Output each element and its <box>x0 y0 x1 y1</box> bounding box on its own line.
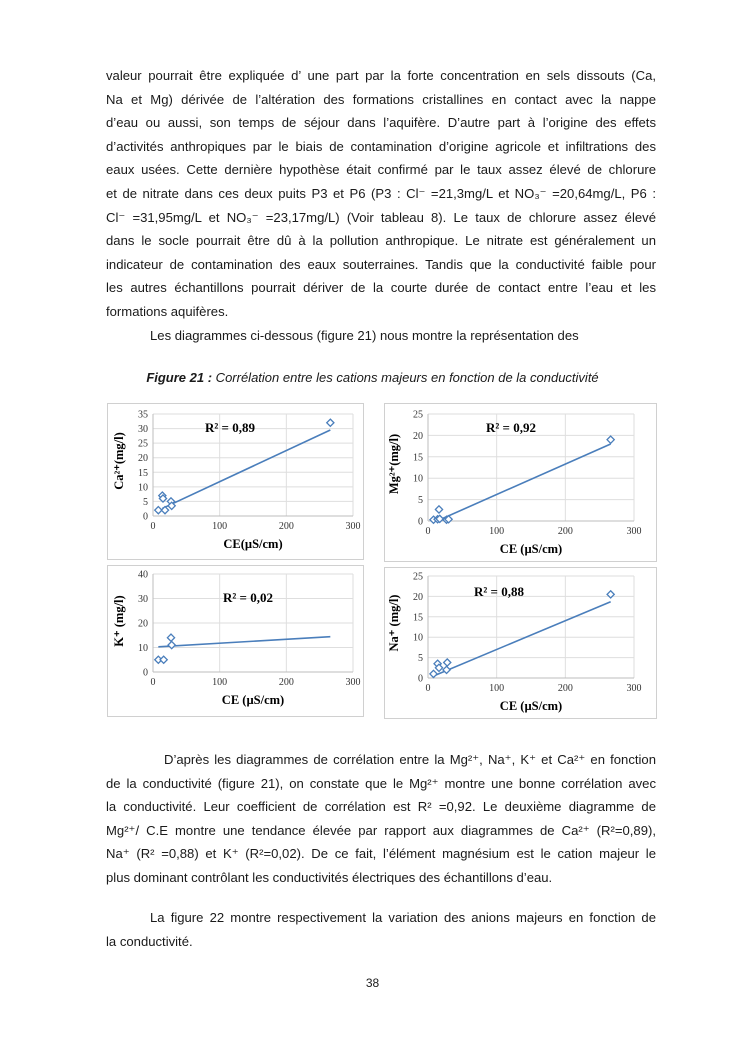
y-tick-label: 15 <box>138 467 148 479</box>
p2-line: la conductivité. Leur coefficient de corrélation est R² =0,92. Le deuxième diagramme de <box>106 799 656 815</box>
y-tick-label: 35 <box>138 409 148 421</box>
x-tick-label: 200 <box>557 526 573 537</box>
trendline <box>433 602 610 676</box>
trendline <box>437 444 611 521</box>
y-tick-label: 10 <box>413 473 423 485</box>
y-tick-label: 5 <box>418 653 423 665</box>
x-tick-label: 300 <box>626 683 642 694</box>
y-tick-label: 20 <box>138 453 148 465</box>
y-tick-label: 15 <box>413 452 423 464</box>
p1-line: d’activités anthropiques par le biais de contamination d’origine agricole et infiltrations des <box>106 138 656 154</box>
p2-line: de la conductivité (figure 21), on constate que le Mg²⁺ montre une bonne corrélation avec <box>106 775 656 791</box>
x-tick-label: 300 <box>345 677 361 688</box>
p1-line: Cl⁻ =31,95mg/L et NO₃⁻ =23,17mg/L) (Voir tableau 8). Le taux de chlorure assez élevé <box>106 209 656 225</box>
p1-line: et de nitrate dans ces deux puits P3 et P6 (P3 : Cl⁻ =21,3mg/L et NO₃⁻ =20,64mg/L, P6 : <box>106 185 656 201</box>
chart-k <box>107 565 364 717</box>
y-tick-label: 25 <box>413 409 423 421</box>
p2-line: Mg²⁺/ C.E montre une tendance élevée par rapport aux diagrammes de Ca²⁺ (R²=0,89), <box>106 822 656 838</box>
y-axis-label: Na⁺ (mg/l) <box>387 594 401 652</box>
p1-line: d’eau ou aussi, son temps de séjour dans l’aquifère. D’autre part à l’origine des effets <box>106 115 656 131</box>
data-point <box>160 656 167 663</box>
y-tick-label: 0 <box>418 673 423 685</box>
y-axis-label: Mg²⁺(mg/l) <box>387 433 401 495</box>
trendline <box>162 430 330 508</box>
data-point <box>444 659 451 666</box>
y-tick-label: 0 <box>143 511 148 523</box>
chart-mg-svg <box>385 404 656 561</box>
y-tick-label: 20 <box>138 618 148 630</box>
y-tick-label: 15 <box>413 612 423 624</box>
p1-line: valeur pourrait être expliquée d’ une part par la forte concentration en sels dissouts (Ca, <box>106 68 656 83</box>
x-axis-label: CE (µS/cm) <box>499 699 563 713</box>
x-tick-label: 200 <box>278 521 294 532</box>
p2-line: Na⁺ (R² =0,88) et K⁺ (R²=0,02). De ce fait, l’élément magnésium est le cation majeur le <box>106 846 656 862</box>
y-tick-label: 10 <box>138 482 148 494</box>
x-tick-label: 300 <box>626 526 642 537</box>
chart-k-svg <box>108 566 363 716</box>
p1-line: formations aquifères. <box>106 303 229 319</box>
page-number: 38 <box>365 976 380 990</box>
x-tick-label: 0 <box>150 521 156 532</box>
p1-line: Na et Mg) dérivée de l’altération des formations cristallines en contact avec la nappe <box>106 91 656 107</box>
paragraph-3 <box>106 906 656 953</box>
y-axis-label: K⁺ (mg/l) <box>112 595 126 647</box>
r2-label: R² = 0,92 <box>486 420 536 435</box>
x-tick-label: 300 <box>345 521 361 532</box>
data-point <box>435 506 442 513</box>
x-tick-label: 100 <box>212 521 228 532</box>
chart-mg <box>384 403 657 562</box>
trendline <box>158 637 330 647</box>
x-axis-label: CE(µS/cm) <box>223 537 283 551</box>
p1-line: indicateur de contamination des eaux souterraines. Tandis que la conductivité faible pour <box>106 256 656 272</box>
r2-label: R² = 0,89 <box>205 420 255 435</box>
figure-caption <box>0 370 745 385</box>
x-tick-label: 200 <box>278 677 294 688</box>
x-tick-label: 0 <box>150 677 156 688</box>
y-tick-label: 20 <box>413 430 423 442</box>
p3-line: la conductivité. <box>106 933 193 949</box>
y-tick-label: 25 <box>138 438 148 450</box>
paragraph-1 <box>106 64 656 347</box>
y-axis-label: Ca²⁺(mg/l) <box>112 432 126 490</box>
chart-ca-svg <box>108 404 363 559</box>
y-tick-label: 5 <box>143 496 148 508</box>
chart-na-svg <box>385 568 656 718</box>
x-tick-label: 100 <box>489 683 505 694</box>
y-tick-label: 30 <box>138 594 148 605</box>
y-tick-label: 10 <box>138 643 148 654</box>
chart-na <box>384 567 657 719</box>
figure-label: Figure 21 : <box>146 370 213 385</box>
chart-ca <box>107 403 364 560</box>
x-tick-label: 0 <box>425 683 431 694</box>
x-tick-label: 100 <box>212 677 228 688</box>
figure-caption-text: Corrélation entre les cations majeurs en fonction de la conductivité <box>212 370 599 385</box>
y-tick-label: 25 <box>413 571 423 583</box>
y-tick-label: 0 <box>418 516 423 528</box>
y-tick-label: 20 <box>413 591 423 603</box>
x-tick-label: 200 <box>557 683 573 694</box>
r2-label: R² = 0,02 <box>223 590 273 605</box>
data-point <box>607 436 614 443</box>
paragraph-2 <box>106 748 656 890</box>
data-point <box>167 634 174 641</box>
y-tick-label: 0 <box>143 667 148 679</box>
y-tick-label: 30 <box>138 424 148 436</box>
p1-line: eaux usées. Cette dernière hypothèse était confirmé par le taux assez élevé de chlorure <box>106 162 656 178</box>
x-tick-label: 0 <box>425 526 431 537</box>
p2-line: D’après les diagrammes de corrélation entre la Mg²⁺, Na⁺, K⁺ et Ca²⁺ en fonction <box>164 752 656 767</box>
y-tick-label: 5 <box>418 495 423 507</box>
y-tick-label: 40 <box>138 569 148 581</box>
p1-line: les autres échantillons pourrait dériver de la courte durée de contact entre l’eau et les <box>106 280 656 296</box>
x-tick-label: 100 <box>489 526 505 537</box>
data-point <box>430 670 437 677</box>
p1-line: dans le socle pourrait être dû à la pollution anthropique. Le nitrate est généralement un <box>106 233 656 249</box>
p1-last-line: Les diagrammes ci-dessous (figure 21) nous montre la représentation des <box>150 327 579 343</box>
y-tick-label: 10 <box>413 632 423 644</box>
r2-label: R² = 0,88 <box>474 584 524 599</box>
data-point <box>327 419 334 426</box>
x-axis-label: CE (µS/cm) <box>221 693 285 707</box>
x-axis-label: CE (µS/cm) <box>499 542 563 556</box>
p3-line: La figure 22 montre respectivement la variation des anions majeurs en fonction de <box>150 910 656 925</box>
p2-line: plus dominant contrôlant les conductivités électriques des échantillons d’eau. <box>106 869 553 885</box>
